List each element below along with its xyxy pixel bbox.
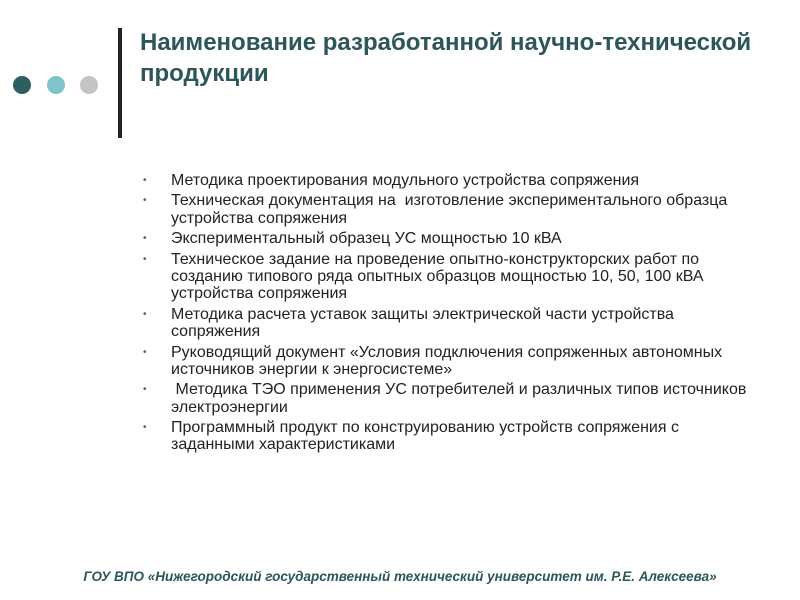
bullet-icon: • (143, 422, 147, 434)
bullet-icon: • (143, 175, 147, 186)
decor-dot-grey (80, 76, 98, 94)
list-item-text: Методика ТЭО применения УС потребителей и различных типов источников электроэнергии (171, 381, 751, 416)
bullet-icon: • (143, 253, 147, 265)
bullet-icon: • (143, 384, 147, 396)
bullet-icon: • (143, 346, 147, 358)
slide-title: Наименование разработанной научно-технической продукции (140, 29, 752, 87)
list-item (140, 419, 760, 454)
list-item-text: Экспериментальный образец УС мощностью 10 кВА (171, 230, 562, 248)
list-item (140, 306, 760, 341)
list-item-text: Методика проектирования модульного устройства сопряжения (171, 172, 640, 189)
decor-dot-dark (13, 76, 31, 94)
bullet-icon: • (143, 233, 147, 245)
bullet-icon: • (143, 195, 147, 207)
list-item (140, 251, 760, 303)
list-item-text: Техническое задание на проведение опытно-конструкторских работ по созданию типового ряда опытных образцов мощностью 10, 50, 100 кВА устройства сопряжения (171, 250, 708, 303)
list-item (140, 381, 760, 416)
bullet-icon: • (143, 308, 147, 320)
list-item (140, 344, 760, 379)
list-item (140, 192, 760, 227)
list-item-text: Руководящий документ «Условия подключения сопряженных автономных источников энергии к энергосистеме» (171, 343, 727, 378)
list-item (140, 172, 760, 189)
title-divider (118, 28, 122, 138)
list-item-text: Техническая документация на изготовление экспериментального образца устройства сопряжения (171, 192, 732, 227)
list-item-text: Программный продукт по конструированию устройств сопряжения с заданными характеристиками (171, 419, 684, 454)
list-item-text: Методика расчета уставок защиты электрической части устройства сопряжения (171, 305, 679, 341)
list-item (140, 230, 760, 247)
decor-dot-teal (47, 76, 65, 94)
bullet-list (140, 172, 760, 457)
footer-text: ГОУ ВПО «Нижегородский государственный технический университет им. Р.Е. Алексеева» (83, 569, 717, 584)
